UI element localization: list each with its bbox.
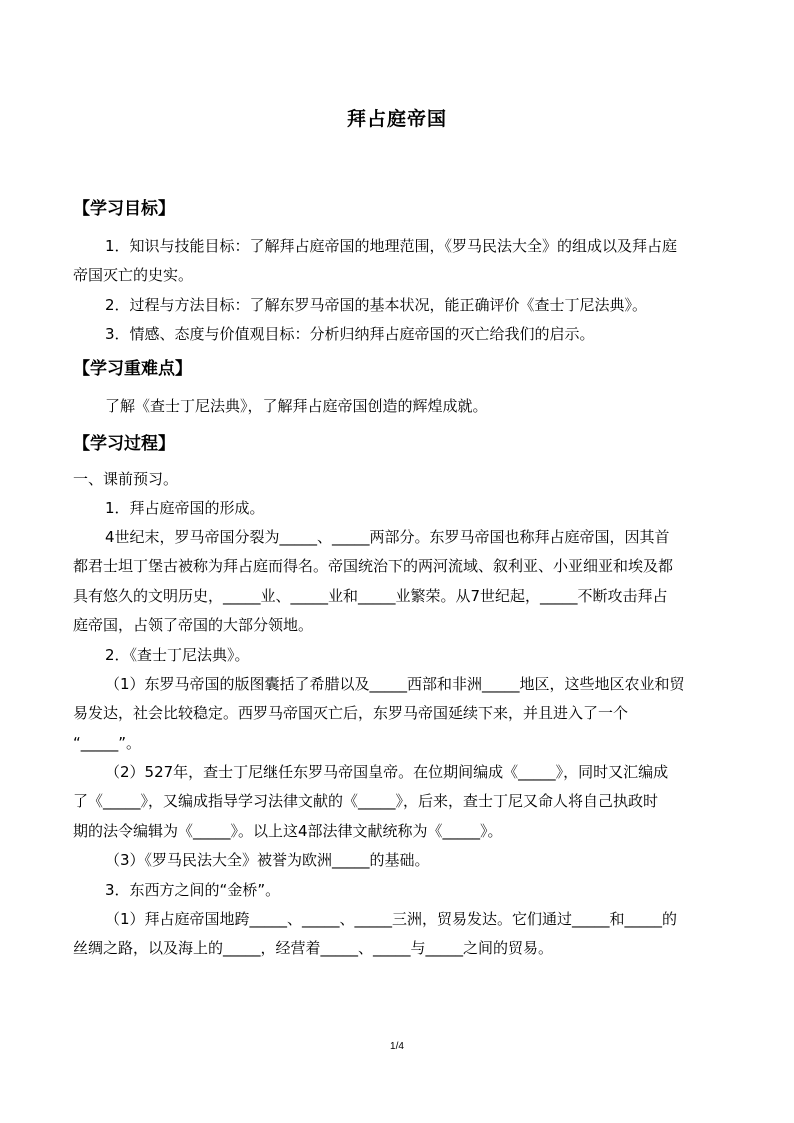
objective-line: 帝国灭亡的史实。: [73, 266, 194, 284]
process-line: 一、课前预习。: [73, 470, 179, 488]
process-line: 易发达，社会比较稳定。西罗马帝国灭亡后，东罗马帝国延续下来，并且进入了一个: [73, 704, 629, 722]
objective-line: 2．过程与方法目标：了解东罗马帝国的基本状况，能正确评价《查士丁尼法典》。: [105, 296, 648, 314]
process-line: “_____”。: [73, 734, 142, 752]
section-heading-key-points: 【学习重难点】: [73, 359, 192, 379]
process-line: 具有悠久的文明历史，_____业、_____业和_____业繁荣。从7世纪起，_____不断攻击拜占: [73, 587, 668, 605]
process-line: 期的法令编辑为《_____》。以上这4部法律文献统称为《_____》。: [73, 822, 503, 840]
page-title: 拜占庭帝国: [346, 108, 447, 130]
section-heading-process: 【学习过程】: [73, 434, 175, 454]
process-line: 4世纪末，罗马帝国分裂为_____、_____两部分。东罗马帝国也称拜占庭帝国，因其首: [105, 528, 670, 546]
process-line: 庭帝国，占领了帝国的大部分领地。: [73, 616, 314, 634]
objective-line: 1．知识与技能目标：了解拜占庭帝国的地理范围，《罗马民法大全》的组成以及拜占庭: [105, 237, 678, 255]
process-line: 丝绸之路，以及海上的_____，经营着_____、_____与_____之间的贸易。: [73, 939, 554, 957]
process-line: 了《_____》，又编成指导学习法律文献的《_____》，后来，查士丁尼又命人将自己执政时: [73, 792, 659, 810]
process-line: 2．《查士丁尼法典》。: [105, 646, 250, 664]
process-line: 1．拜占庭帝国的形成。: [105, 499, 265, 517]
process-line: 都君士坦丁堡古被称为拜占庭而得名。帝国统治下的两河流域、叙利亚、小亚细亚和埃及都: [73, 557, 674, 575]
process-line: （2）527年，查士丁尼继任东罗马帝国皇帝。在位期间编成《_____》，同时又汇编成: [105, 763, 669, 781]
process-line: （1）东罗马帝国的版图囊括了希腊以及_____西部和非洲_____地区，这些地区农业和贸: [105, 675, 685, 693]
section-heading-objectives: 【学习目标】: [73, 199, 175, 219]
process-line: （3）《罗马民法大全》被誉为欧洲_____的基础。: [105, 851, 430, 869]
process-line: 3．东西方之间的“金桥”。: [105, 881, 281, 899]
key-point-line: 了解《查士丁尼法典》，了解拜占庭帝国创造的辉煌成就。: [105, 397, 488, 415]
objective-line: 3．情感、态度与价值观目标：分析归纳拜占庭帝国的灭亡给我们的启示。: [105, 325, 595, 343]
page-number: 1/4: [390, 1041, 404, 1052]
process-line: （1）拜占庭帝国地跨_____、_____、_____三洲，贸易发达。它们通过_____和_____的: [105, 910, 678, 928]
